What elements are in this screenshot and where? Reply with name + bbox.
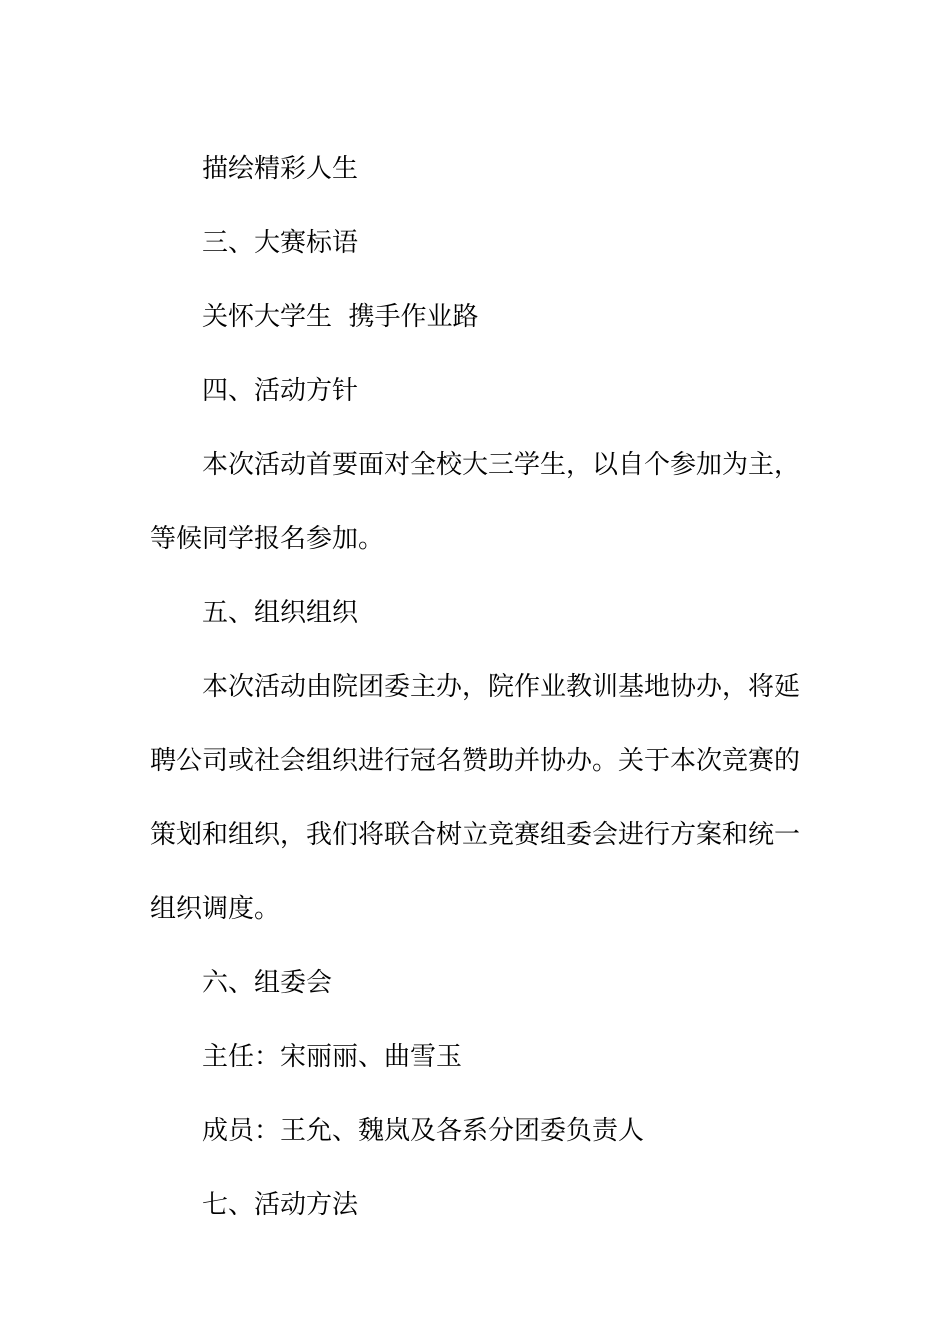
paragraph-line: 主任：宋丽丽、曲雪玉 [202, 1042, 463, 1072]
section-heading: 五、组织组织 [202, 598, 359, 628]
paragraph-line: 本次活动首要面对全校大三学生，以自个参加为主， [202, 450, 801, 480]
section-heading: 三、大赛标语 [202, 228, 359, 258]
paragraph-line: 本次活动由院团委主办，院作业教训基地协办，将延 [202, 672, 801, 702]
paragraph-line: 关怀大学生 携手作业路 [202, 302, 479, 332]
paragraph-line: 组织调度。 [150, 894, 281, 924]
section-heading: 六、组委会 [202, 968, 333, 998]
document-body [150, 132, 801, 1242]
section-heading: 四、活动方针 [202, 376, 359, 406]
section-heading: 七、活动方法 [202, 1190, 359, 1220]
paragraph-line: 描绘精彩人生 [202, 154, 359, 184]
paragraph-line: 聘公司或社会组织进行冠名赞助并协办。关于本次竞赛的 [150, 746, 801, 776]
paragraph-line: 等候同学报名参加。 [150, 524, 385, 554]
paragraph-line: 策划和组织，我们将联合树立竞赛组委会进行方案和统一 [150, 820, 801, 850]
paragraph-line: 成员：王允、魏岚及各系分团委负责人 [202, 1116, 645, 1146]
